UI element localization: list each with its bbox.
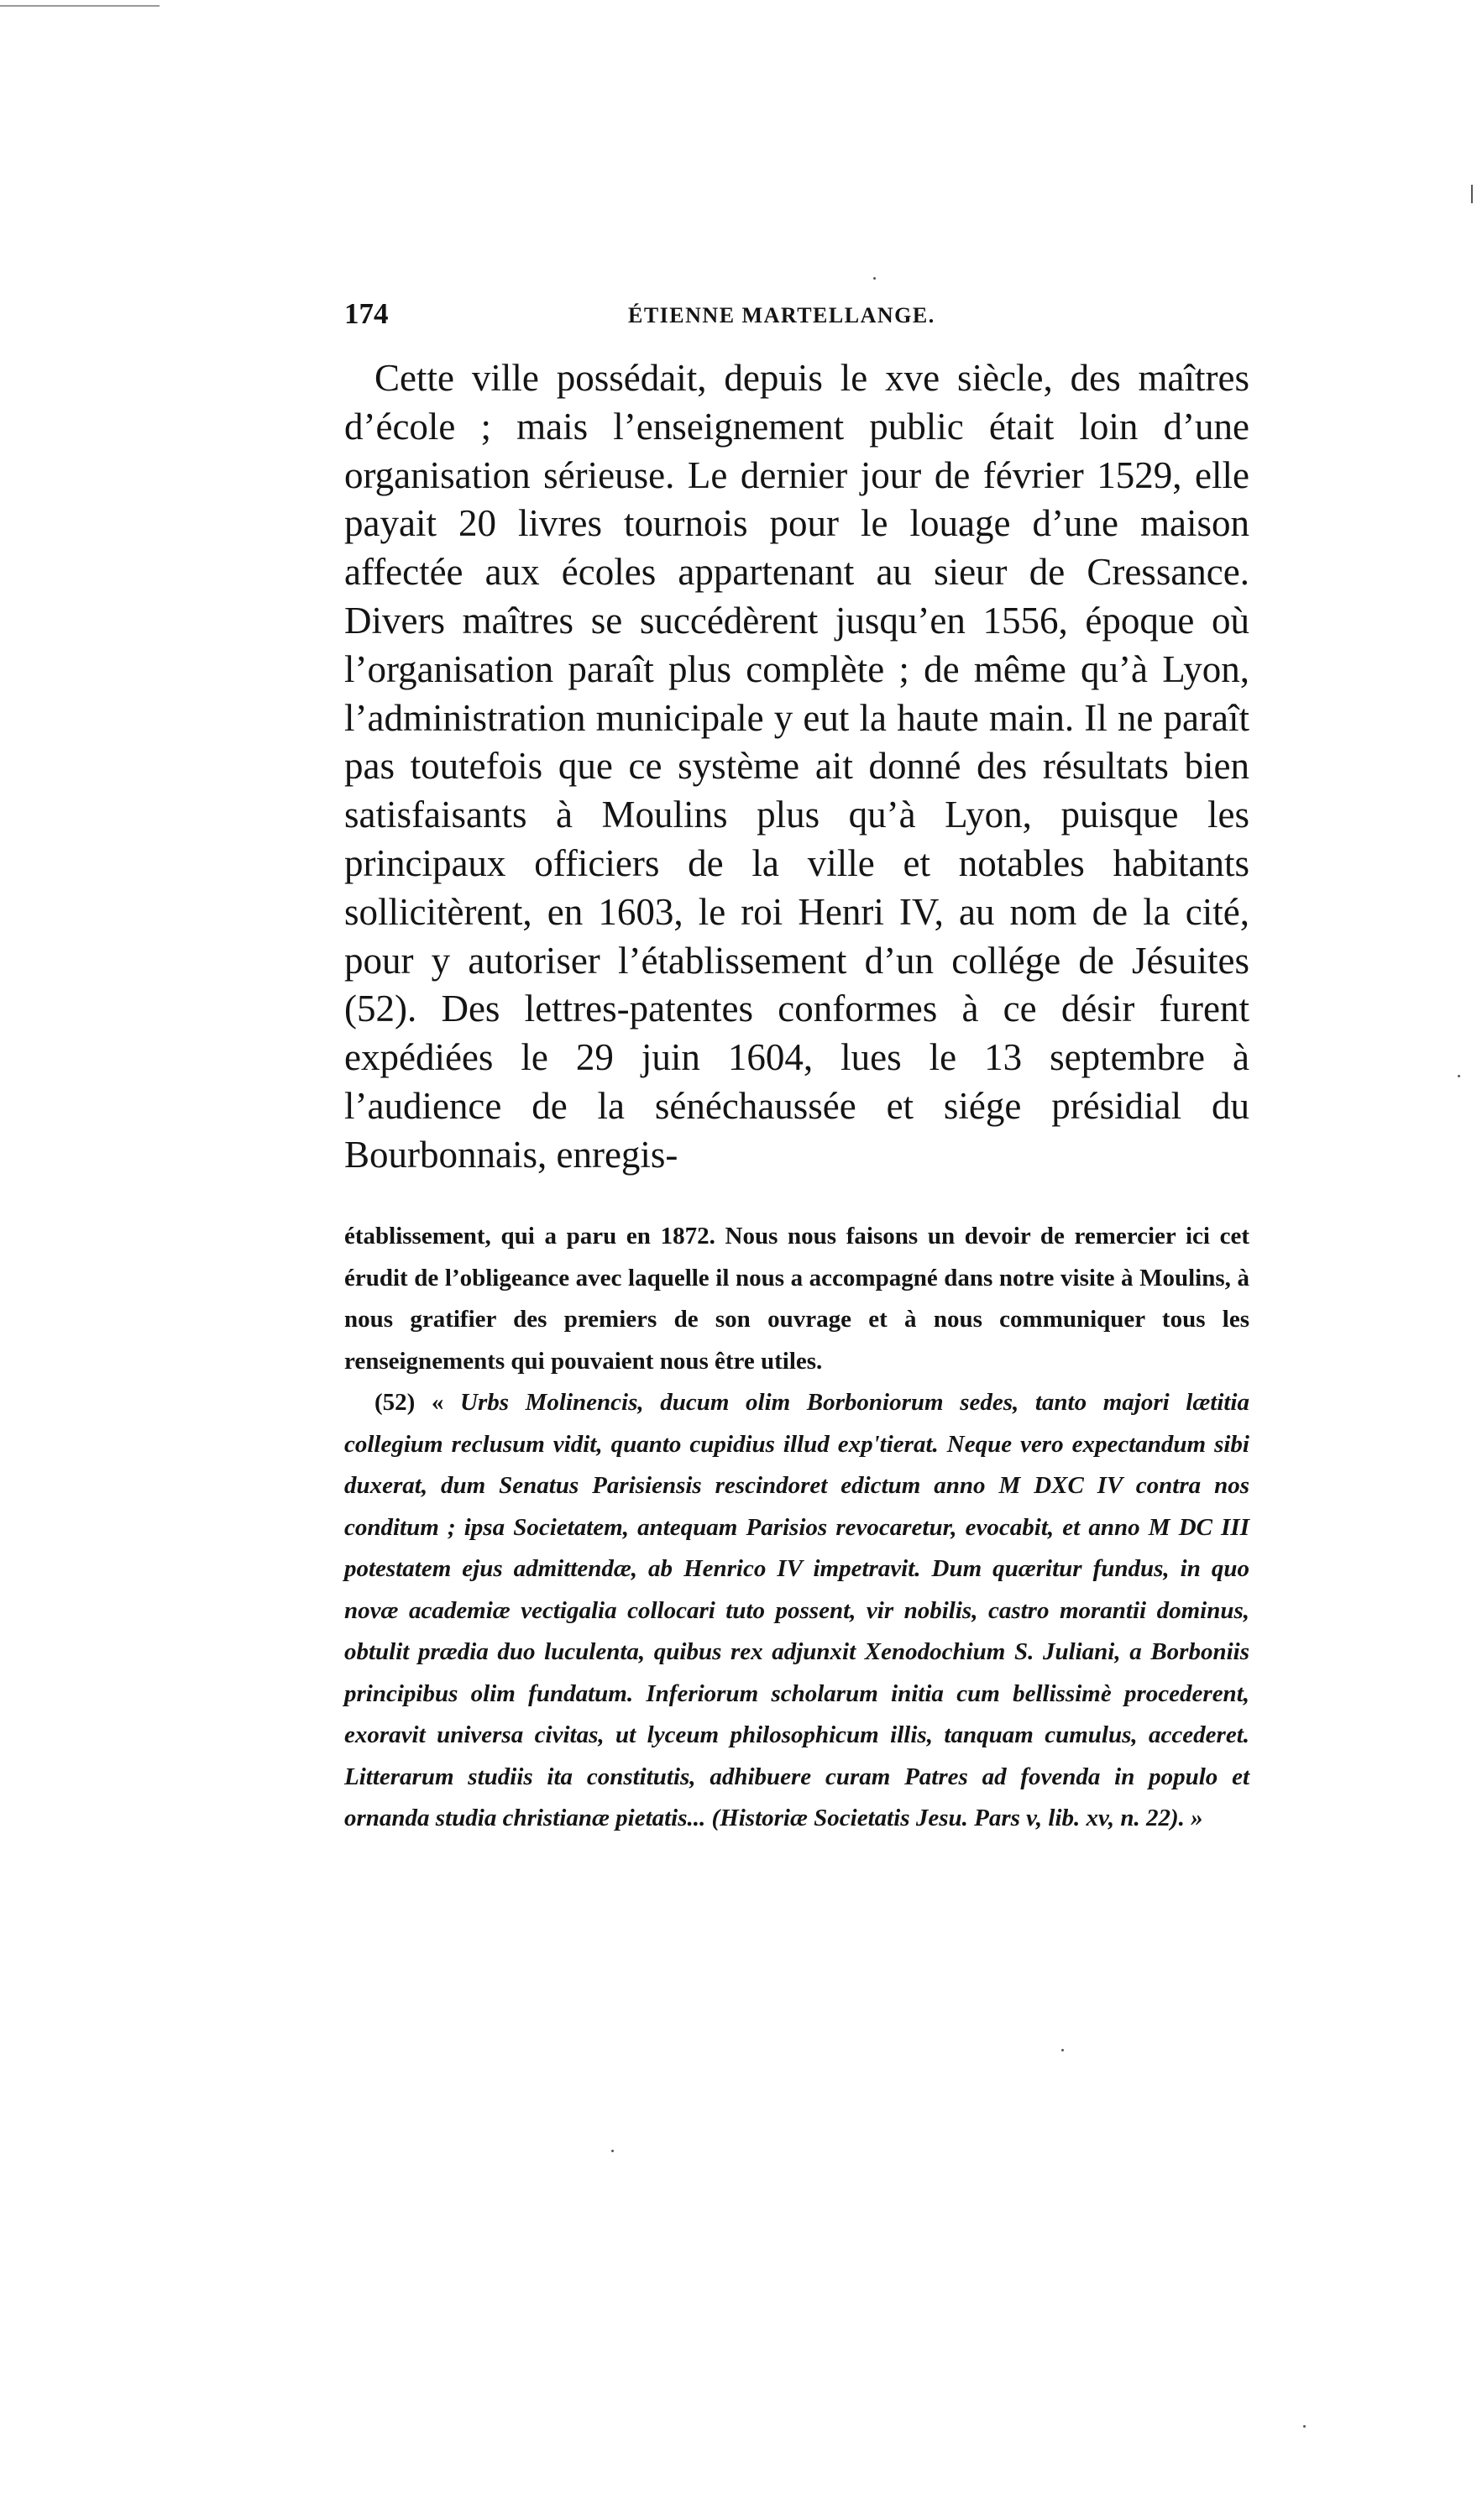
footnote-source: (Historiæ Societatis Jesu. Pars v, lib. xv, n. 22). » — [711, 1805, 1203, 1831]
footnote-continuation: établissement, qui a paru en 1872. Nous nous faisons un devoir de remercier ici cet érudit de l’obligeance avec laquelle il nous a accompagné dans notre visite à Moulins, à nous gratifier des premiers de son ouvrage et à nous communiquer tous les renseignements qui pouvaient nous être utiles. — [344, 1223, 1249, 1375]
top-edge-rule — [0, 5, 160, 7]
scan-speck — [1458, 1075, 1460, 1077]
page-number: 174 — [344, 297, 389, 330]
scan-speck — [611, 2150, 614, 2152]
scan-speck — [1471, 185, 1473, 203]
main-text-block — [344, 354, 1249, 1180]
scan-speck — [1061, 2049, 1064, 2051]
footnote-marker: (52) « — [374, 1389, 444, 1416]
footnote-52 — [344, 1382, 1249, 1840]
main-paragraph: Cette ville possédait, depuis le xve siècle, des maîtres d’école ; mais l’enseignement public était loin d’une organisation sérieuse. Le dernier jour de février 1529, elle payait 20 livres tournois pour le louage d’une maison affectée aux écoles appartenant au sieur de Cressance. Divers maîtres se succédèrent jusqu’en 1556, époque où l’organisation paraît plus complète ; de même qu’à Lyon, l’administration municipale y eut la haute main. Il ne paraît pas toutefois que ce système ait donné des résultats bien satisfaisants à Moulins plus qu’à Lyon, puisque les principaux officiers de la ville et notables habitants sollicitèrent, en 1603, le roi Henri IV, au nom de la cité, pour y autoriser l’établissement d’un collége de Jésuites (52). Des lettres-patentes conformes à ce désir furent expédiées le 29 juin 1604, lues le 13 septembre à l’audience de la sénéchaussée et siége présidial du Bourbonnais, enregis- — [344, 357, 1249, 1176]
scan-speck — [873, 277, 876, 280]
running-title: ÉTIENNE MARTELLANGE. — [628, 303, 935, 327]
footnote-latin-text: Urbs Molinencis, ducum olim Borboniorum sedes, tanto majori lætitia collegium reclusum vidit, quanto cupidius illud exp'tierat. Neque vero expectandum sibi duxerat, dum Senatus Parisiensis rescindoret edictum anno M DXC IV contra nos conditum ; ipsa Societatem, antequam Parisios revocaretur, evocabit, et anno M DC III potestatem ejus admittendæ, ab Henrico IV impetravit. Dum quæritur fundus, in quo novæ academiæ vectigalia collocari tuto possent, vir nobilis, castro morantii dominus, obtulit prædia duo luculenta, quibus rex adjunxit Xenodochium S. Juliani, a Borboniis principibus olim fundatum. Inferiorum scholarum initia cum bellissimè procederent, exoravit universa civitas, ut lyceum philosophicum illis, tanquam cumulus, accederet. Litterarum studiis ita constitutis, adhibuere curam Patres ad fovenda in populo et ornanda studia christianæ pietatis... — [344, 1389, 1249, 1831]
footnotes-block — [344, 1216, 1249, 1840]
scan-speck — [1303, 2425, 1306, 2428]
